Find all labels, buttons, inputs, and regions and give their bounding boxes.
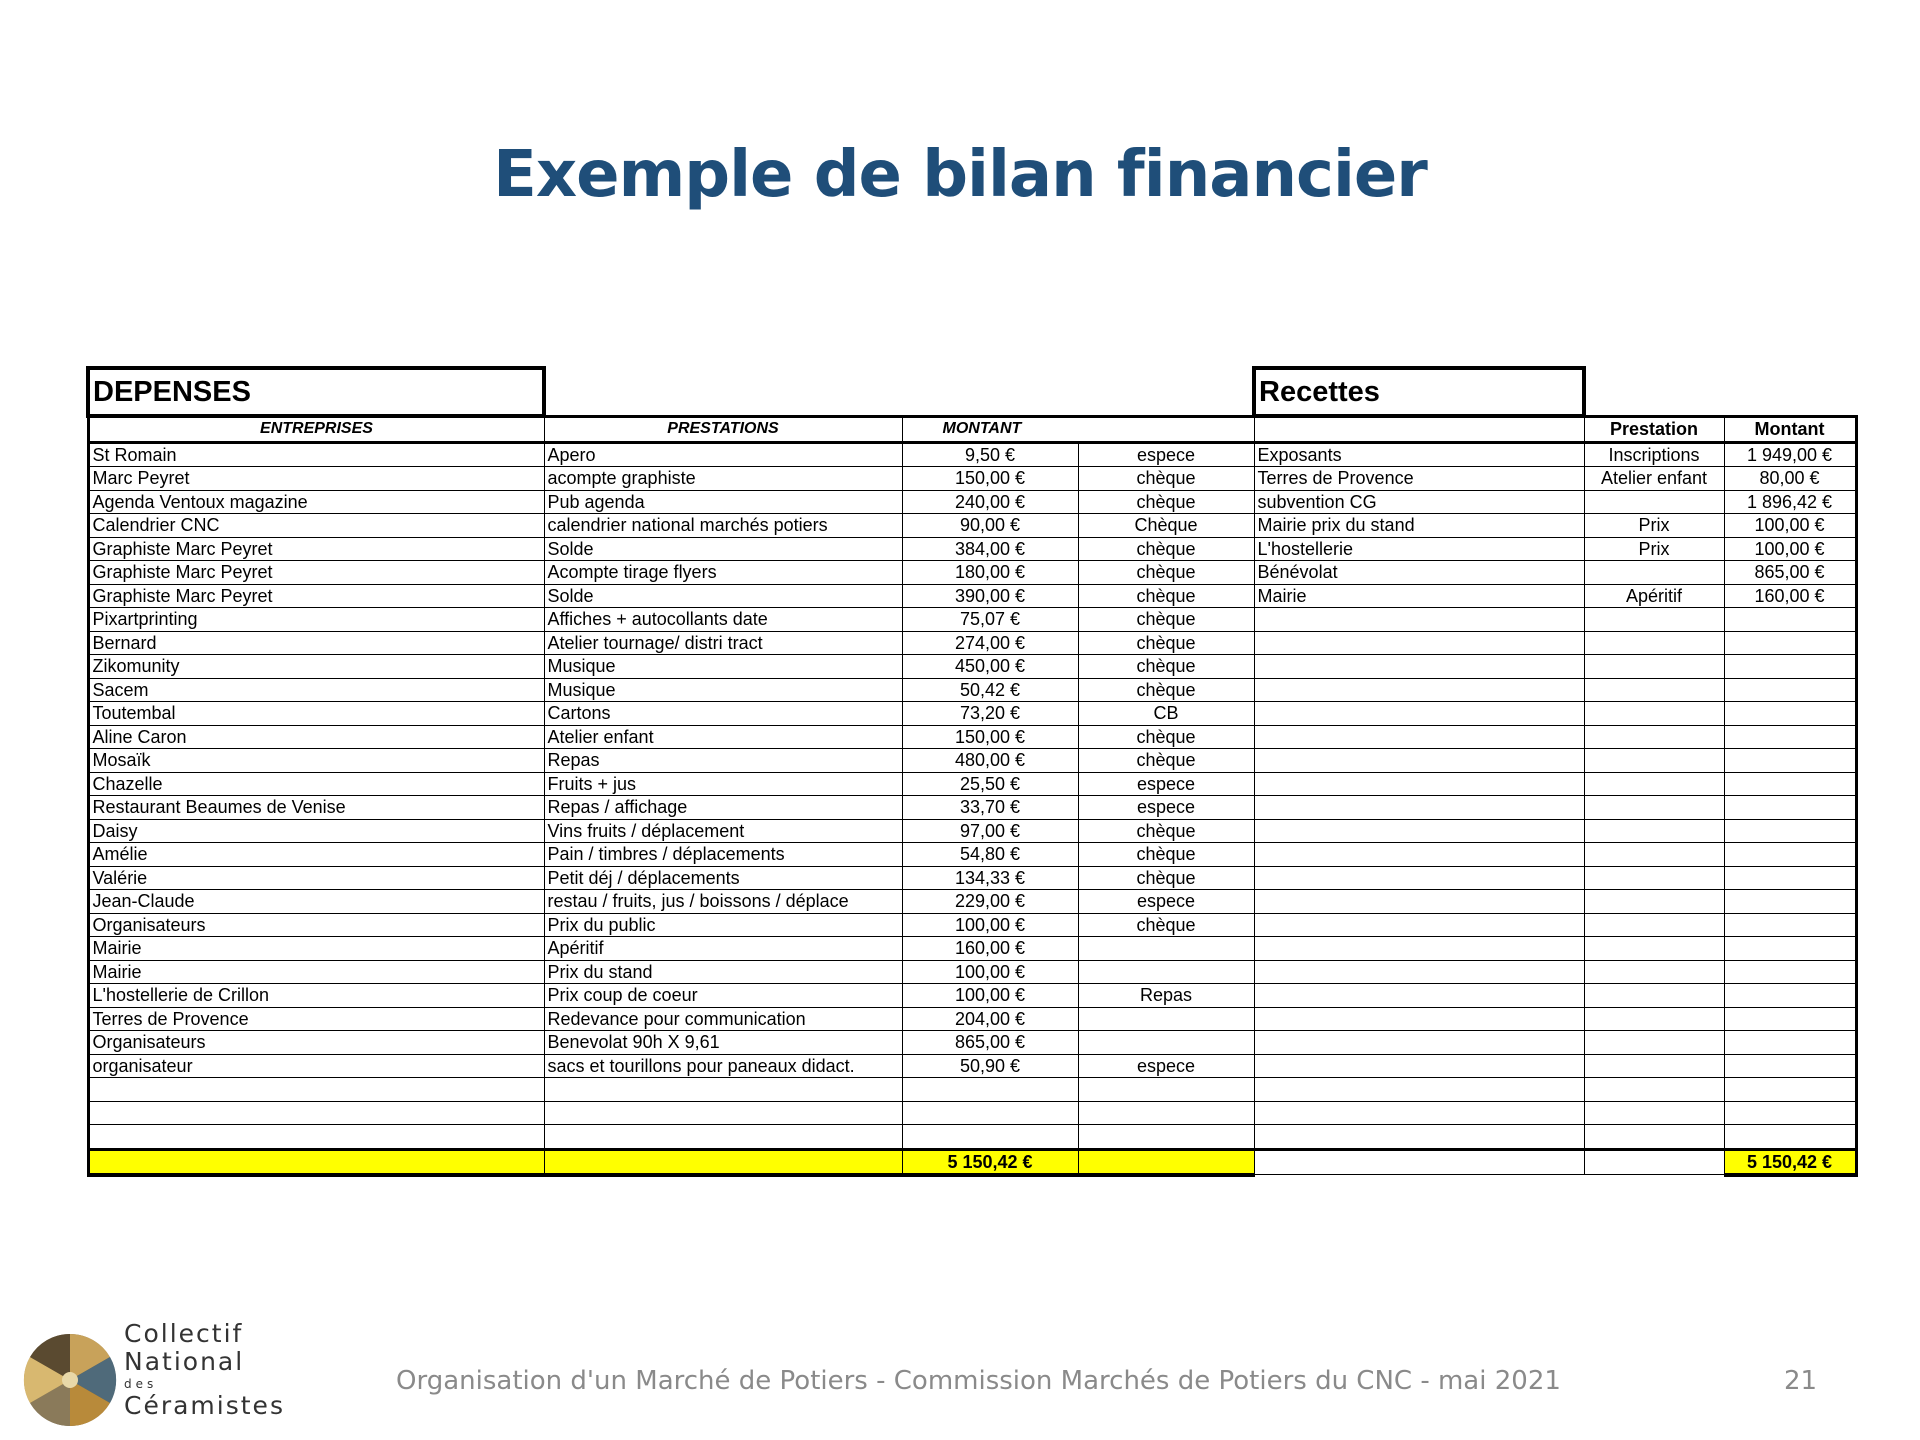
cell-recette-prestation [1584, 702, 1724, 726]
cell-recette-source: subvention CG [1254, 490, 1584, 514]
table-row [88, 678, 1856, 702]
cell-recette-prestation [1584, 678, 1724, 702]
cell-recette-source [1254, 608, 1584, 632]
cell-prestation: Petit déj / déplacements [544, 866, 902, 890]
logo-line-2: National [124, 1347, 245, 1376]
table-row [88, 514, 1856, 538]
cell-recette-prestation [1584, 561, 1724, 585]
cell-montant: 50,42 € [902, 678, 1078, 702]
cell-recette-source [1254, 1078, 1584, 1102]
table-row [88, 772, 1856, 796]
cell-recette-source [1254, 1101, 1584, 1125]
cell-recette-prestation [1584, 796, 1724, 820]
cell-montant: 384,00 € [902, 537, 1078, 561]
cell-paiement: chèque [1078, 913, 1254, 937]
cell-montant: 134,33 € [902, 866, 1078, 890]
cell-recette-source: L'hostellerie [1254, 537, 1584, 561]
cell-prestation: Apéritif [544, 937, 902, 961]
cell-recette-source [1254, 702, 1584, 726]
cell-entreprise: Marc Peyret [88, 467, 544, 491]
cell-montant: 450,00 € [902, 655, 1078, 679]
cell-entreprise: Pixartprinting [88, 608, 544, 632]
cell-paiement: chèque [1078, 631, 1254, 655]
recettes-section-label: Recettes [1254, 368, 1584, 416]
table-row [88, 749, 1856, 773]
table-row [88, 631, 1856, 655]
cell-recette-montant [1724, 937, 1856, 961]
depenses-total: 5 150,42 € [902, 1149, 1078, 1175]
cell-recette-prestation [1584, 866, 1724, 890]
cell-montant: 150,00 € [902, 725, 1078, 749]
cell-entreprise: St Romain [88, 442, 544, 467]
cell-entreprise: Amélie [88, 843, 544, 867]
cell-recette-prestation [1584, 960, 1724, 984]
cell-recette-source: Mairie prix du stand [1254, 514, 1584, 538]
table-row [88, 608, 1856, 632]
cell-entreprise: Chazelle [88, 772, 544, 796]
total-spacer [1254, 1149, 1584, 1175]
table-row [88, 984, 1856, 1008]
cell-entreprise: Jean-Claude [88, 890, 544, 914]
cell-recette-source: Exposants [1254, 442, 1584, 467]
cell-montant: 33,70 € [902, 796, 1078, 820]
cell-entreprise: Aline Caron [88, 725, 544, 749]
cell-recette-montant [1724, 843, 1856, 867]
cell-paiement: espece [1078, 796, 1254, 820]
cell-recette-montant [1724, 749, 1856, 773]
cell-recette-source [1254, 890, 1584, 914]
cell-recette-montant [1724, 631, 1856, 655]
header-spacer [1584, 368, 1856, 416]
cell-paiement: chèque [1078, 608, 1254, 632]
cell-prestation: acompte graphiste [544, 467, 902, 491]
cell-montant: 274,00 € [902, 631, 1078, 655]
col-header-prestations: PRESTATIONS [544, 416, 902, 442]
cell-prestation: Prix du public [544, 913, 902, 937]
cell-prestation: Apero [544, 442, 902, 467]
cell-paiement: chèque [1078, 584, 1254, 608]
cell-recette-prestation [1584, 1125, 1724, 1150]
cell-recette-montant [1724, 984, 1856, 1008]
cell-entreprise: L'hostellerie de Crillon [88, 984, 544, 1008]
cell-recette-prestation [1584, 937, 1724, 961]
col-header-montant: MONTANT [902, 416, 1254, 442]
total-spacer [1584, 1149, 1724, 1175]
cell-montant: 9,50 € [902, 442, 1078, 467]
cell-entreprise: Daisy [88, 819, 544, 843]
cell-recette-prestation [1584, 913, 1724, 937]
header-spacer [544, 368, 1254, 416]
cell-prestation: Pub agenda [544, 490, 902, 514]
cell-prestation: restau / fruits, jus / boissons / déplace [544, 890, 902, 914]
cell-recette-prestation [1584, 890, 1724, 914]
cell-paiement: Repas [1078, 984, 1254, 1008]
cell-recette-source [1254, 796, 1584, 820]
table-row [88, 1101, 1856, 1125]
cell-montant: 150,00 € [902, 467, 1078, 491]
cell-recette-montant [1724, 1007, 1856, 1031]
cell-prestation [544, 1101, 902, 1125]
cell-recette-montant [1724, 655, 1856, 679]
table-row [88, 843, 1856, 867]
cell-recette-prestation [1584, 655, 1724, 679]
cell-recette-source [1254, 1007, 1584, 1031]
cell-paiement: espece [1078, 772, 1254, 796]
cell-paiement: chèque [1078, 490, 1254, 514]
cell-paiement: chèque [1078, 819, 1254, 843]
col-header-recettes-montant: Montant [1724, 416, 1856, 442]
cell-entreprise: Graphiste Marc Peyret [88, 584, 544, 608]
cell-prestation: Prix du stand [544, 960, 902, 984]
cell-recette-montant: 1 949,00 € [1724, 442, 1856, 467]
cell-montant: 50,90 € [902, 1054, 1078, 1078]
cell-entreprise: Valérie [88, 866, 544, 890]
cell-recette-source: Mairie [1254, 584, 1584, 608]
cell-recette-source [1254, 678, 1584, 702]
cell-paiement: chèque [1078, 561, 1254, 585]
cell-entreprise: Agenda Ventoux magazine [88, 490, 544, 514]
cell-prestation: Redevance pour communication [544, 1007, 902, 1031]
cell-paiement: chèque [1078, 866, 1254, 890]
cell-montant: 100,00 € [902, 984, 1078, 1008]
cell-paiement: chèque [1078, 537, 1254, 561]
cell-recette-prestation: Apéritif [1584, 584, 1724, 608]
cell-recette-montant [1724, 725, 1856, 749]
cell-recette-source [1254, 866, 1584, 890]
cell-recette-source [1254, 631, 1584, 655]
financial-table [86, 366, 1854, 1178]
table-row [88, 1031, 1856, 1055]
cell-recette-montant [1724, 913, 1856, 937]
cell-paiement [1078, 1031, 1254, 1055]
cell-recette-source [1254, 725, 1584, 749]
cell-paiement [1078, 1125, 1254, 1150]
cell-recette-montant: 100,00 € [1724, 514, 1856, 538]
cell-prestation: Prix coup de coeur [544, 984, 902, 1008]
table-row [88, 702, 1856, 726]
table-row [88, 890, 1856, 914]
cell-recette-prestation [1584, 984, 1724, 1008]
cell-recette-prestation [1584, 631, 1724, 655]
cell-entreprise: Zikomunity [88, 655, 544, 679]
cell-prestation: Benevolat 90h X 9,61 [544, 1031, 902, 1055]
cell-montant: 100,00 € [902, 913, 1078, 937]
cell-recette-prestation: Prix [1584, 514, 1724, 538]
cell-paiement: chèque [1078, 655, 1254, 679]
bilan-grid [86, 366, 1858, 1177]
cell-recette-montant [1724, 678, 1856, 702]
cell-recette-montant: 160,00 € [1724, 584, 1856, 608]
table-row [88, 584, 1856, 608]
cell-paiement: chèque [1078, 749, 1254, 773]
cell-recette-source [1254, 1031, 1584, 1055]
table-row [88, 866, 1856, 890]
cell-entreprise: Organisateurs [88, 1031, 544, 1055]
cell-montant [902, 1101, 1078, 1125]
cell-recette-montant [1724, 1101, 1856, 1125]
ceramic-star-icon [20, 1320, 120, 1432]
cell-recette-montant [1724, 960, 1856, 984]
cell-recette-prestation [1584, 1007, 1724, 1031]
cell-recette-prestation: Inscriptions [1584, 442, 1724, 467]
cell-recette-prestation [1584, 1101, 1724, 1125]
table-row [88, 819, 1856, 843]
cell-recette-source: Bénévolat [1254, 561, 1584, 585]
cell-paiement: espece [1078, 442, 1254, 467]
cell-montant: 390,00 € [902, 584, 1078, 608]
cell-recette-source [1254, 655, 1584, 679]
cell-paiement [1078, 1078, 1254, 1102]
table-row [88, 442, 1856, 467]
cell-recette-prestation [1584, 819, 1724, 843]
cell-entreprise: Graphiste Marc Peyret [88, 561, 544, 585]
table-row [88, 537, 1856, 561]
col-header-recettes-source [1254, 416, 1584, 442]
cell-paiement: espece [1078, 1054, 1254, 1078]
total-row [88, 1149, 1856, 1175]
cell-montant: 75,07 € [902, 608, 1078, 632]
cell-recette-montant [1724, 1054, 1856, 1078]
page-number: 21 [1784, 1366, 1818, 1396]
cell-montant: 204,00 € [902, 1007, 1078, 1031]
total-spacer [88, 1149, 544, 1175]
logo-line-4: Céramistes [124, 1391, 285, 1420]
cell-recette-montant [1724, 796, 1856, 820]
cell-entreprise: Calendrier CNC [88, 514, 544, 538]
cell-prestation: Acompte tirage flyers [544, 561, 902, 585]
cell-prestation: Solde [544, 537, 902, 561]
table-row [88, 1125, 1856, 1150]
cell-prestation [544, 1078, 902, 1102]
cell-paiement: chèque [1078, 843, 1254, 867]
cell-entreprise: Sacem [88, 678, 544, 702]
cell-montant: 480,00 € [902, 749, 1078, 773]
cell-paiement [1078, 1007, 1254, 1031]
cell-recette-source [1254, 1125, 1584, 1150]
cell-prestation: Affiches + autocollants date [544, 608, 902, 632]
cell-montant: 240,00 € [902, 490, 1078, 514]
cell-paiement [1078, 1101, 1254, 1125]
cell-recette-source [1254, 843, 1584, 867]
cell-entreprise [88, 1125, 544, 1150]
cell-prestation: Pain / timbres / déplacements [544, 843, 902, 867]
cell-paiement [1078, 937, 1254, 961]
slide-title: Exemple de bilan financier [493, 138, 1427, 212]
cell-recette-prestation: Prix [1584, 537, 1724, 561]
cell-entreprise: Mairie [88, 937, 544, 961]
table-row [88, 796, 1856, 820]
cell-paiement: chèque [1078, 467, 1254, 491]
cell-paiement: chèque [1078, 678, 1254, 702]
cell-prestation: sacs et tourillons pour paneaux didact. [544, 1054, 902, 1078]
cell-prestation: calendrier national marchés potiers [544, 514, 902, 538]
cell-recette-montant [1724, 1031, 1856, 1055]
cell-prestation [544, 1125, 902, 1150]
cell-recette-source [1254, 749, 1584, 773]
cell-entreprise [88, 1101, 544, 1125]
cell-entreprise: Organisateurs [88, 913, 544, 937]
cell-recette-prestation [1584, 490, 1724, 514]
cell-recette-montant [1724, 608, 1856, 632]
cell-recette-montant: 1 896,42 € [1724, 490, 1856, 514]
cell-montant: 73,20 € [902, 702, 1078, 726]
cell-entreprise: Mosaïk [88, 749, 544, 773]
cell-recette-prestation [1584, 843, 1724, 867]
cell-entreprise: Terres de Provence [88, 1007, 544, 1031]
depenses-section-label: DEPENSES [88, 368, 544, 416]
cell-paiement: Chèque [1078, 514, 1254, 538]
cell-recette-montant [1724, 1125, 1856, 1150]
slide-footer: Organisation d'un Marché de Potiers - Commission Marchés de Potiers du CNC - mai 2021 [396, 1366, 1561, 1396]
cell-montant: 865,00 € [902, 1031, 1078, 1055]
cell-prestation: Musique [544, 678, 902, 702]
cell-recette-source [1254, 819, 1584, 843]
cell-entreprise: Mairie [88, 960, 544, 984]
cell-montant: 160,00 € [902, 937, 1078, 961]
cell-entreprise: Bernard [88, 631, 544, 655]
cell-recette-montant [1724, 890, 1856, 914]
table-row [88, 1078, 1856, 1102]
cell-montant: 54,80 € [902, 843, 1078, 867]
cell-recette-prestation [1584, 749, 1724, 773]
logo-line-1: Collectif [124, 1319, 244, 1348]
cell-entreprise: Restaurant Beaumes de Venise [88, 796, 544, 820]
table-row [88, 1007, 1856, 1031]
table-row [88, 913, 1856, 937]
cell-recette-prestation [1584, 772, 1724, 796]
cell-montant [902, 1125, 1078, 1150]
cell-entreprise: Graphiste Marc Peyret [88, 537, 544, 561]
cell-prestation: Vins fruits / déplacement [544, 819, 902, 843]
logo-line-3: des [124, 1377, 158, 1391]
cell-recette-source [1254, 913, 1584, 937]
cell-entreprise: Toutembal [88, 702, 544, 726]
total-spacer [544, 1149, 902, 1175]
cell-recette-montant [1724, 702, 1856, 726]
table-row [88, 1054, 1856, 1078]
cell-recette-montant: 80,00 € [1724, 467, 1856, 491]
cell-prestation: Solde [544, 584, 902, 608]
cell-recette-montant: 865,00 € [1724, 561, 1856, 585]
cell-entreprise [88, 1078, 544, 1102]
cell-paiement: chèque [1078, 725, 1254, 749]
cell-paiement [1078, 960, 1254, 984]
col-header-recettes-prestation: Prestation [1584, 416, 1724, 442]
cell-recette-source: Terres de Provence [1254, 467, 1584, 491]
cell-recette-montant [1724, 819, 1856, 843]
cell-recette-source [1254, 772, 1584, 796]
cell-prestation: Atelier enfant [544, 725, 902, 749]
cell-prestation: Cartons [544, 702, 902, 726]
cell-recette-montant [1724, 1078, 1856, 1102]
cell-paiement: CB [1078, 702, 1254, 726]
cell-recette-prestation [1584, 608, 1724, 632]
recettes-total: 5 150,42 € [1724, 1149, 1856, 1175]
cell-recette-montant [1724, 772, 1856, 796]
cell-prestation: Repas / affichage [544, 796, 902, 820]
cell-montant: 97,00 € [902, 819, 1078, 843]
table-row [88, 937, 1856, 961]
cell-recette-montant [1724, 866, 1856, 890]
cell-recette-prestation [1584, 725, 1724, 749]
cell-montant [902, 1078, 1078, 1102]
cell-montant: 180,00 € [902, 561, 1078, 585]
cell-prestation: Atelier tournage/ distri tract [544, 631, 902, 655]
table-row [88, 467, 1856, 491]
cell-prestation: Fruits + jus [544, 772, 902, 796]
cell-montant: 90,00 € [902, 514, 1078, 538]
cell-recette-source [1254, 984, 1584, 1008]
cell-recette-source [1254, 1054, 1584, 1078]
table-row [88, 490, 1856, 514]
total-spacer [1078, 1149, 1254, 1175]
cell-montant: 25,50 € [902, 772, 1078, 796]
cell-prestation: Repas [544, 749, 902, 773]
cell-recette-source [1254, 937, 1584, 961]
cell-montant: 229,00 € [902, 890, 1078, 914]
cell-montant: 100,00 € [902, 960, 1078, 984]
table-row [88, 655, 1856, 679]
cell-recette-prestation [1584, 1078, 1724, 1102]
cell-paiement: espece [1078, 890, 1254, 914]
cell-recette-prestation [1584, 1031, 1724, 1055]
cnc-logo [20, 1319, 285, 1432]
col-header-entreprises: ENTREPRISES [88, 416, 544, 442]
table-row [88, 725, 1856, 749]
cell-recette-prestation [1584, 1054, 1724, 1078]
cell-prestation: Musique [544, 655, 902, 679]
cell-recette-source [1254, 960, 1584, 984]
table-row [88, 960, 1856, 984]
cell-recette-prestation: Atelier enfant [1584, 467, 1724, 491]
cell-recette-montant: 100,00 € [1724, 537, 1856, 561]
table-row [88, 561, 1856, 585]
cell-entreprise: organisateur [88, 1054, 544, 1078]
